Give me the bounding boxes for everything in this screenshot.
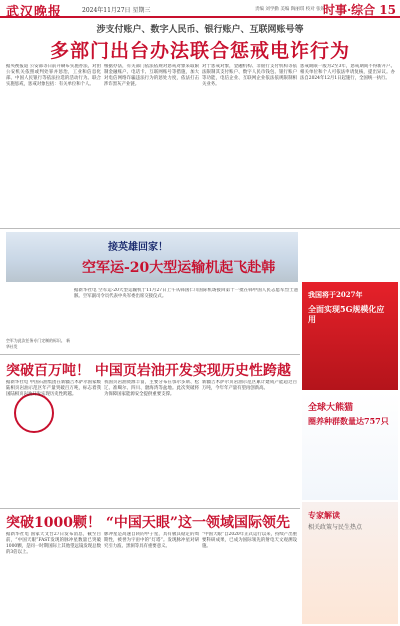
- story4-headline: 突破1000颗！ “中国天眼”这一领域国际领先: [6, 515, 290, 531]
- section-title: 时事·综合 15: [322, 3, 396, 17]
- story2-caption: 空军为此次任务专门定制的标识。 新华社发: [6, 338, 70, 349]
- lead-column-2: 根据办法，有关部门依法依规对惩戒对象采取限制金融账户、电话卡、互联网账号等措施，加大对电信网络诈骗违法行为的惩处力度，依法打击涉诈黑灰产业链。: [104, 64, 199, 87]
- ad-news: [302, 502, 398, 624]
- ad2-title: 全球大熊猫: [308, 403, 354, 413]
- issue-date: 2024年11月27日 星期三: [82, 7, 151, 14]
- lead-column-3: 对于惩戒对象，金融机构、非银行支付机构等依法限制其支付账户、数字人民币钱包、银行账户等功能，电信企业、互联网企业依法依规限制相关业务。: [202, 64, 297, 87]
- lead-column-1: 据央视报道 公安部等日前开刷布实施办法，对由公安机关依照或判处罪并惩治，工业和信息化部、中国人民银行等依法拉选的活动行为。联合实施惩戒，惩戒对象包括：有关单位和个人。: [6, 64, 101, 87]
- ad3-title: 专家解读: [308, 510, 340, 520]
- story3-headline: 突破百万吨！ 中国页岩油开发实现历史性跨越: [6, 363, 291, 379]
- newspaper-logo: 武汉晚报: [6, 5, 63, 20]
- section-divider: [0, 228, 400, 229]
- story3-column-1: 据新华社电 中国石油集团在新疆吉木萨尔国家级陆相页岩油示范区年产量突破百万吨，标志着我国陆相页岩油开发实现历史性跨越。: [6, 380, 101, 397]
- story4-column-1: 据新华社电 国家天文台27日发布消息，截至目前，“中国天眼”FAST发现的脉冲星数量已突破1000颗，是同一时期国际上其他望远镜发现总数的3倍以上。: [6, 532, 101, 555]
- lead-column-4: 惩戒期限一般为2至3年，惩戒期间不得新开户。相关单位和个人可依法申请复核，提出异议。办法自2024年12月1日起施行，全国统一执行。: [300, 64, 395, 81]
- story4-column-3: “中国天眼”自2020年正式运行以来，持续产出重要科研成果，已成为国际领先的射电天文观测设施。: [202, 532, 297, 549]
- ad-5g: [302, 282, 398, 390]
- divider: [0, 508, 300, 509]
- story3-column-3: 新疆吉木萨尔页岩油示范区累计建成产能超过百万吨，今年年产量有望再创新高。: [202, 380, 297, 391]
- lead-headline: 多部门出台办法联合惩戒电诈行为: [49, 40, 350, 62]
- ad1-text: 全面实现5G规模化应用: [308, 304, 385, 324]
- story4-column-2: 脉冲星是高速自转的中子星，具有极其稳定的周期性，被誉为宇宙中的“灯塔”。发现脉冲星对研究引力波、黑洞等具有重要意义。: [104, 532, 199, 549]
- story3-column-2: 我国页岩油资源丰富，主要分布在鄂尔多斯、松辽、准噶尔、四川、渤海湾等盆地。此次突破将为保障国家能源安全提供重要支撑。: [104, 380, 199, 397]
- divider: [0, 354, 300, 355]
- ad1-title: 我国将于2027年: [308, 290, 363, 299]
- ad2-text: 圈养种群数量达757只: [308, 416, 389, 426]
- story2-kicker: 接英雄回家！: [108, 242, 168, 253]
- ad-panda: [302, 392, 398, 500]
- lead-kicker: 涉支付账户、数字人民币、银行账户、互联网账号等: [96, 25, 304, 35]
- story2-headline: 空军运-20大型运输机起飞赴韩: [82, 260, 276, 276]
- ad3-text: 相关政策与民生热点: [308, 524, 363, 531]
- masthead: [0, 0, 400, 18]
- editor-credits: 责编 刘学勤 美编 陶丽琪 校对 张锐: [255, 7, 326, 12]
- story2-body: 据新华社电 空军运-20大型运输机于11月27日上午从韩国仁川国际机场接回第十一批在韩中国人民志愿军烈士遗骸。空军副司令员代表中央军委出席交接仪式。: [74, 288, 298, 299]
